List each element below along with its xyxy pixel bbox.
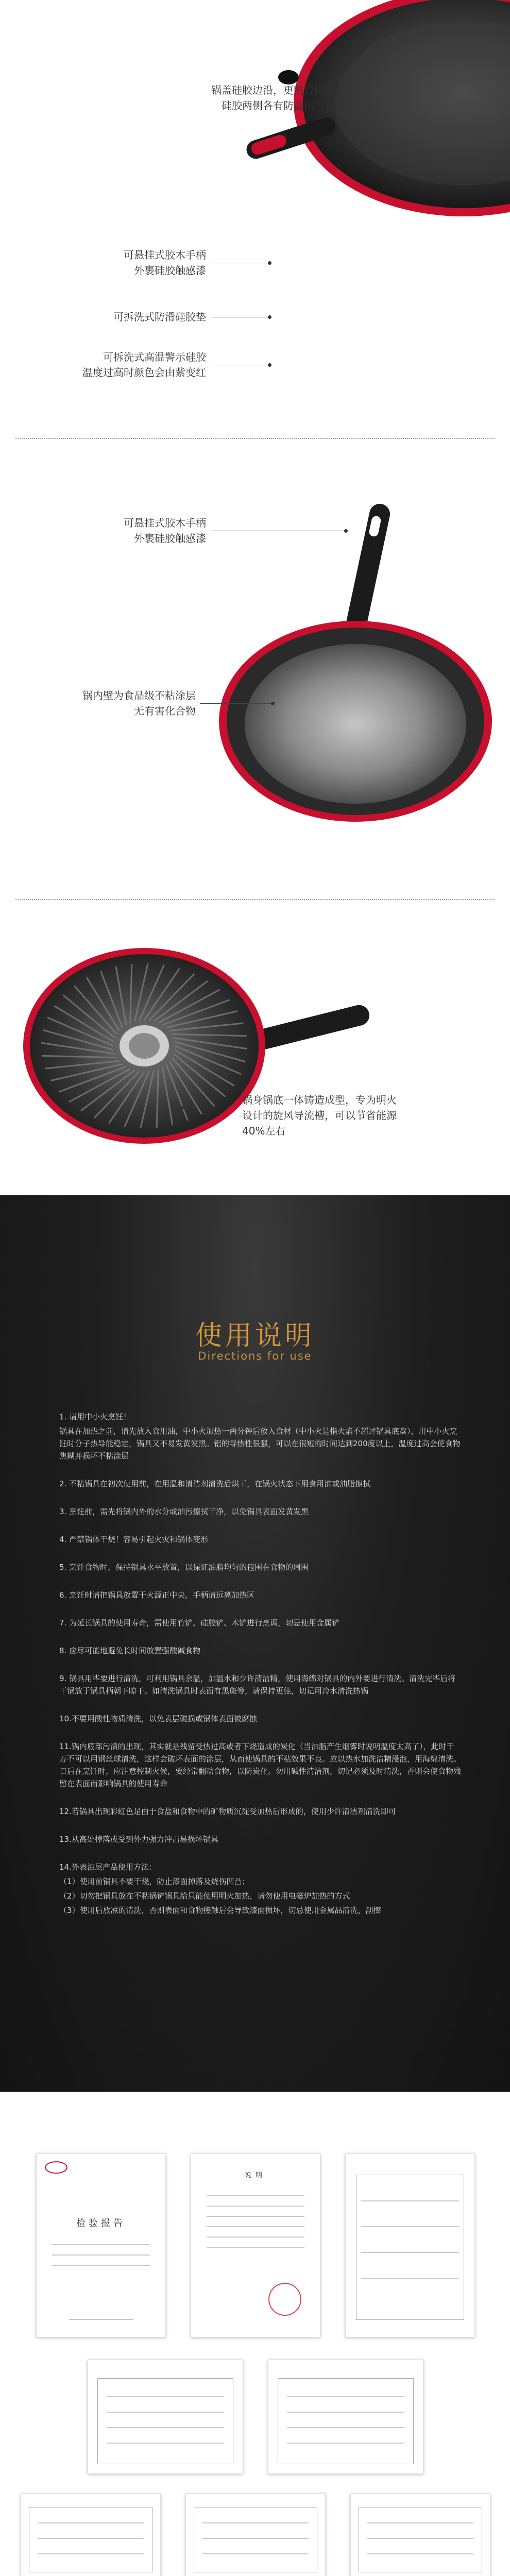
- callout-text: 设计的旋风导流槽，可以节省能源: [242, 1109, 397, 1122]
- divider: [15, 438, 495, 439]
- manual-section: [0, 1195, 510, 2092]
- cert-title: 检验报告: [76, 2218, 126, 2229]
- manual-item: 1. 请用中小火烹饪！: [59, 1412, 131, 1421]
- manual-item: 7. 为延长锅具的使用寿命，需使用竹铲、硅胶铲、木铲进行烹调，切忌使用金属铲: [59, 1618, 340, 1628]
- callout-text: 硅胶两侧各有防溢出气孔: [222, 99, 335, 112]
- leader-line: [200, 703, 272, 704]
- certificate-page: [191, 2154, 320, 2337]
- manual-item: 12.若锅具出现彩虹色是由于食盐和食物中的矿物质沉淀受加热后形成的，使用少许清洁剂清洗即可: [59, 1807, 396, 1816]
- manual-item: 8. 应尽可能地避免长时间放置强酸碱食物: [59, 1646, 201, 1655]
- callout-text: 可悬挂式胶木手柄: [124, 249, 206, 261]
- cert-title: 说明: [244, 2172, 266, 2179]
- leader-dot: [271, 702, 275, 705]
- callout-coating: [21, 688, 196, 719]
- manual-item: 2. 不粘锅具在初次使用前，在用温和清洁剂清洗后烘干，在锅火状态下用食用油或油脂擦拭: [59, 1479, 371, 1488]
- callout-handle: [31, 247, 206, 278]
- manual-item: 14.外表油层产品使用方法：: [59, 1862, 157, 1872]
- leader-dot: [268, 363, 271, 367]
- callout-bottom: [242, 1092, 495, 1139]
- manual-item: 3. 烹饪前，需先将锅内外的水分或油污擦拭干净，以免锅具表面发黄发黑: [59, 1507, 309, 1516]
- callout-text: 外裹硅胶触感漆: [134, 532, 206, 545]
- certificate-page: [88, 2360, 243, 2474]
- manual-item: 11.锅内底部污渍的出现，其实就是残留受热过高或者下烧造成的炭化（当油脂产生烟雾时说明温度太高了），此时千万不可以用钢丝球清洗，这样会破坏表面的涂层，从而使锅具的不粘效果不良。应以热水加洗洁精浸泡，用海绵清洗。日后在烹饪时，应注意控制火候，要经常翻动食物，以防炭化。勿用碱性清洁剂，切记必须及时清洗，否则会使食物残留在表面而影响锅具的使用寿命: [59, 1742, 462, 1788]
- certificates-section: [0, 2092, 510, 2576]
- callout-pad: [31, 309, 206, 325]
- manual-item: （2）切勿把锅具放在不粘锅铲锅具给只能使用明火加热，请勿使用电磁炉加热的方式: [59, 1891, 350, 1901]
- callout-text: 锅盖硅胶边沿，更贴合锅体: [211, 84, 335, 96]
- pan-bottom-illustration: [0, 907, 510, 1195]
- callout-text: 温度过高时颜色会由紫变红: [82, 366, 206, 379]
- manual-item: 10.不要用酸性物质清洗，以免表层破损或锅体表面被腐蚀: [59, 1714, 257, 1723]
- section-wok: [0, 0, 510, 309]
- callout-text: 可拆洗式防滑硅胶垫: [113, 311, 206, 323]
- callout-text: 外裹硅胶触感漆: [134, 264, 206, 277]
- callout-warning: [31, 349, 206, 380]
- manual-item: （1）使用前锅具不要干烧，防止漆面掉落及烧伤凹凸；: [59, 1877, 250, 1886]
- certificate-page: [345, 2154, 475, 2337]
- callout-text: 可悬挂式胶木手柄: [124, 517, 206, 529]
- leader-dot: [268, 315, 271, 319]
- manual-item: 13.从高处掉落或受到外力强力冲击易损坏锅具: [59, 1835, 218, 1844]
- callout-text: 可拆洗式高温警示硅胶: [103, 351, 206, 363]
- cert-logo: [45, 2161, 67, 2174]
- section-frypan: [0, 453, 510, 891]
- stamp: [268, 2283, 301, 2316]
- leader-dot: [268, 261, 271, 265]
- section-wok-lower: [0, 309, 510, 412]
- certificate-page: [185, 2494, 326, 2576]
- manual-item: 5. 烹饪食物时，保持锅具水平放置，以保证油脂均匀的包围在食物的周围: [59, 1563, 309, 1572]
- certificate-page: [350, 2494, 490, 2576]
- manual-item: （3）使用后放凉的清洗，否则表面和食物接触后会导致漆面损坏，切忌使用金属品清洗，刮擦: [59, 1906, 381, 1915]
- manual-item: 锅具在加热之前，请先放入食用油，中小火加热一两分钟后放入食材（中小火是指火焰不超过锅具底盘），用中小火烹饪时分子热导能稳定，锅具又不易发黄发黑。铝的导热性很强，可以在很短的时间达到200度以上，温度过高会使食物焦糊并损坏不粘涂层: [59, 1427, 461, 1461]
- certificate-page: [268, 2360, 423, 2474]
- callout-text: 无有害化合物: [134, 705, 196, 717]
- callout-text: 40%左右: [242, 1125, 286, 1137]
- manual-item: 4. 严禁锅体干烧！容易引起火灾和锅体变形: [59, 1535, 209, 1544]
- callout-handle: [31, 515, 206, 546]
- callout-text: 锅身锅底一体铸造成型，专为明火: [242, 1094, 397, 1106]
- certificate-page: [36, 2154, 166, 2337]
- manual-subtitle: Directions for use: [198, 1350, 312, 1362]
- leader-dot: [344, 529, 348, 533]
- section-pan-bottom: [0, 907, 510, 1195]
- callout-text: 锅内壁为食品级不粘涂层: [82, 689, 196, 702]
- manual-title: 使用说明: [195, 1320, 315, 1351]
- certificate-page: [21, 2494, 161, 2576]
- manual-list: [59, 1411, 461, 1932]
- manual-item: 9. 锅具用毕要进行清洗，可利用锅具余温，加温水和少许清洁精，使用海绵对锅具的内外要进行清洗。清洗完毕后将干锅放于锅具柄朝下晾干。如清洗锅具时表面有黑斑等，请保持更佳，切记用冷水清洗热锅: [59, 1674, 456, 1696]
- callout-lid-edge: [108, 82, 335, 113]
- leader-dot: [180, 1106, 184, 1110]
- divider: [15, 899, 495, 900]
- manual-item: 6. 烹饪时请把锅具放置于火源正中央，手柄请远离加热区: [59, 1590, 255, 1600]
